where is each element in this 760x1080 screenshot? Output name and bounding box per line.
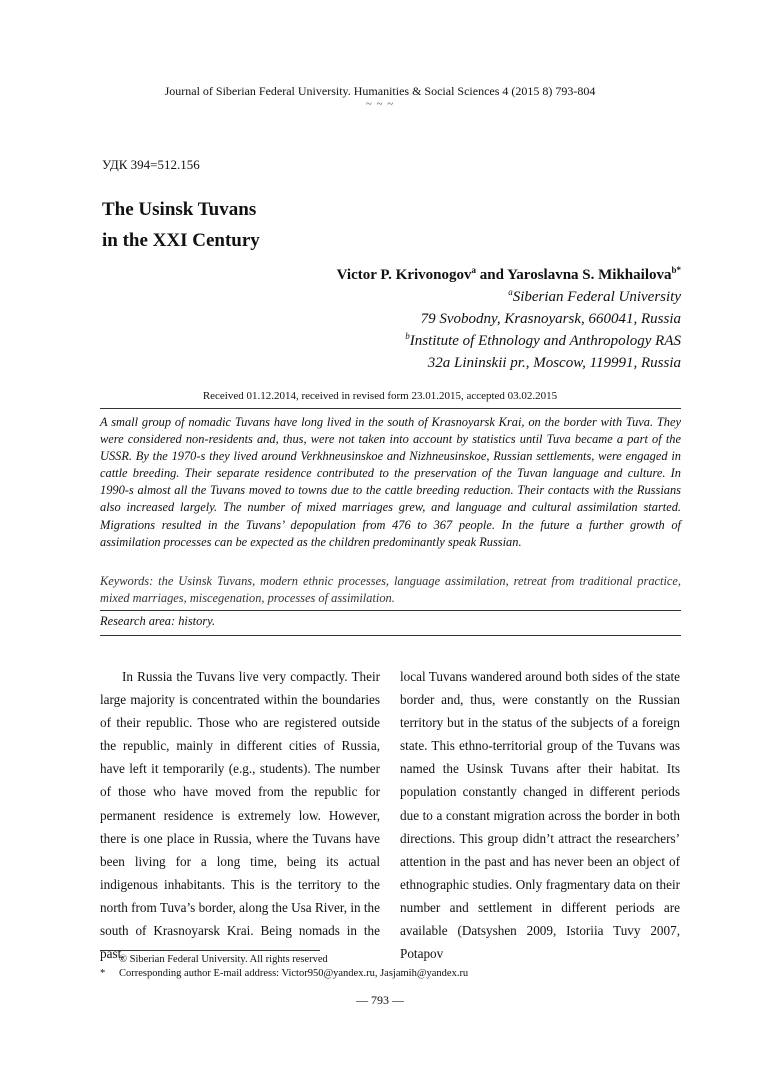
author-connector: and [476,267,508,283]
keywords: Keywords: the Usinsk Tuvans, modern ethnic processes, language assimilation, retreat from traditional practice, mixed marriages, miscegenation, processes of assimilation. [100,574,681,605]
footnote-text: Corresponding author E-mail address: Victor950@yandex.ru, Jasjamih@yandex.ru [119,968,469,979]
affiliation-line [337,308,681,330]
abstract-top-rule [100,408,681,409]
author-2: Yaroslavna S. Mikhailova [507,267,672,283]
title-line-2: in the XXI Century [102,230,260,251]
body-column-right: local Tuvans wandered around both sides of the state border and, thus, were constantly on the Russian territory but in the status of the subjects of a foreign state. This ethno-territorial group of the Tuvans was named the Usinsk Tuvans after their habitat. Its population constantly changed in different periods due to a constant migration across the border in both directions. This group didn’t attract the researchers’ attention in the past and has never been an object of ethnographic studies. Only fragmentary data on their number and settlement in different periods are available (Datsyshen 2009, Istoriia Tuvy 2007, Potapov [400,669,680,962]
header-ornament: ~ ~ ~ [365,98,395,110]
abstract: A small group of nomadic Tuvans have long lived in the south of Krasnoyarsk Krai, on the border with Tuva. They were considered non-residents and, thus, were not taken into account by statistics until Tuva became a part of the USSR. By the 1970-s they lived around Verkhneusinskoe and Nizhneusinskoe, Russian settlements, were engaged in cattle breeding. Their separate residence contributed to the preservation of the Tuvan language and culture. In 1990-s almost all the Tuvans moved to towns due to the cattle breeding reduction. Their contacts with the Russians also increased largely. The number of mixed marriages grew, and language and cultural assimilation started. Migrations resulted in the Tuvans’ depopulation from 476 to 367 people. In the future a further growth of assimilation processes can be expected as the children predominantly speak Russian. [100,415,681,549]
affiliation-text: Institute of Ethnology and Anthropology RAS [409,333,681,349]
affiliation-line [337,286,681,308]
footnote [100,967,468,981]
journal-header: Journal of Siberian Federal University. Humanities & Social Sciences 4 (2015 8) 793-804 [164,84,596,98]
footnote [100,953,468,967]
title-line-1: The Usinsk Tuvans [102,199,257,220]
affiliation-line [337,352,681,374]
footnote-mark [100,953,119,967]
page-number: — 793 — [356,993,404,1007]
research-area-rule [100,610,681,611]
research-area: Research area: history. [100,614,216,628]
affiliation-text: Siberian Federal University [512,289,681,305]
body-column-left: In Russia the Tuvans live very compactly. Their large majority is concentrated within the boundaries of their republic. Those who are registered outside the republic, mainly in different cities of Russia, have left it temporarily (e.g., students). The number of those who have moved from the republic for permanent residence is extremely low. However, there is one place in Russia, where the Tuvans have been living for a long time, being its actual indigenous inhabitants. This is the territory to the north from Tuva’s border, along the Usa River, in the south of Krasnoyarsk Krai. Being nomads in the past, [100,669,380,962]
received-dates: Received 01.12.2014, received in revised form 23.01.2015, accepted 03.02.2015 [202,390,558,402]
abstract-bottom-rule [100,635,681,636]
affiliation-mark: a [508,287,513,297]
author-block [337,264,681,374]
udk-code: УДК 394=512.156 [102,157,200,172]
footnote-rule [100,950,320,951]
affiliation-text: 79 Svobodny, Krasnoyarsk, 660041, Russia [420,311,681,327]
footnotes [100,953,468,981]
affiliation-mark: b [405,331,410,341]
affiliation-text: 32a Lininskii pr., Moscow, 119991, Russia [427,355,681,371]
author-1-mark: a [471,265,476,275]
author-2-mark: b* [671,265,681,275]
author-names [337,264,681,286]
article-title [102,194,662,256]
author-1: Victor P. Krivonogov [336,267,472,283]
affiliation-line [337,330,681,352]
footnote-text: © Siberian Federal University. All rights reserved [119,954,328,965]
footnote-mark: * [100,968,106,979]
